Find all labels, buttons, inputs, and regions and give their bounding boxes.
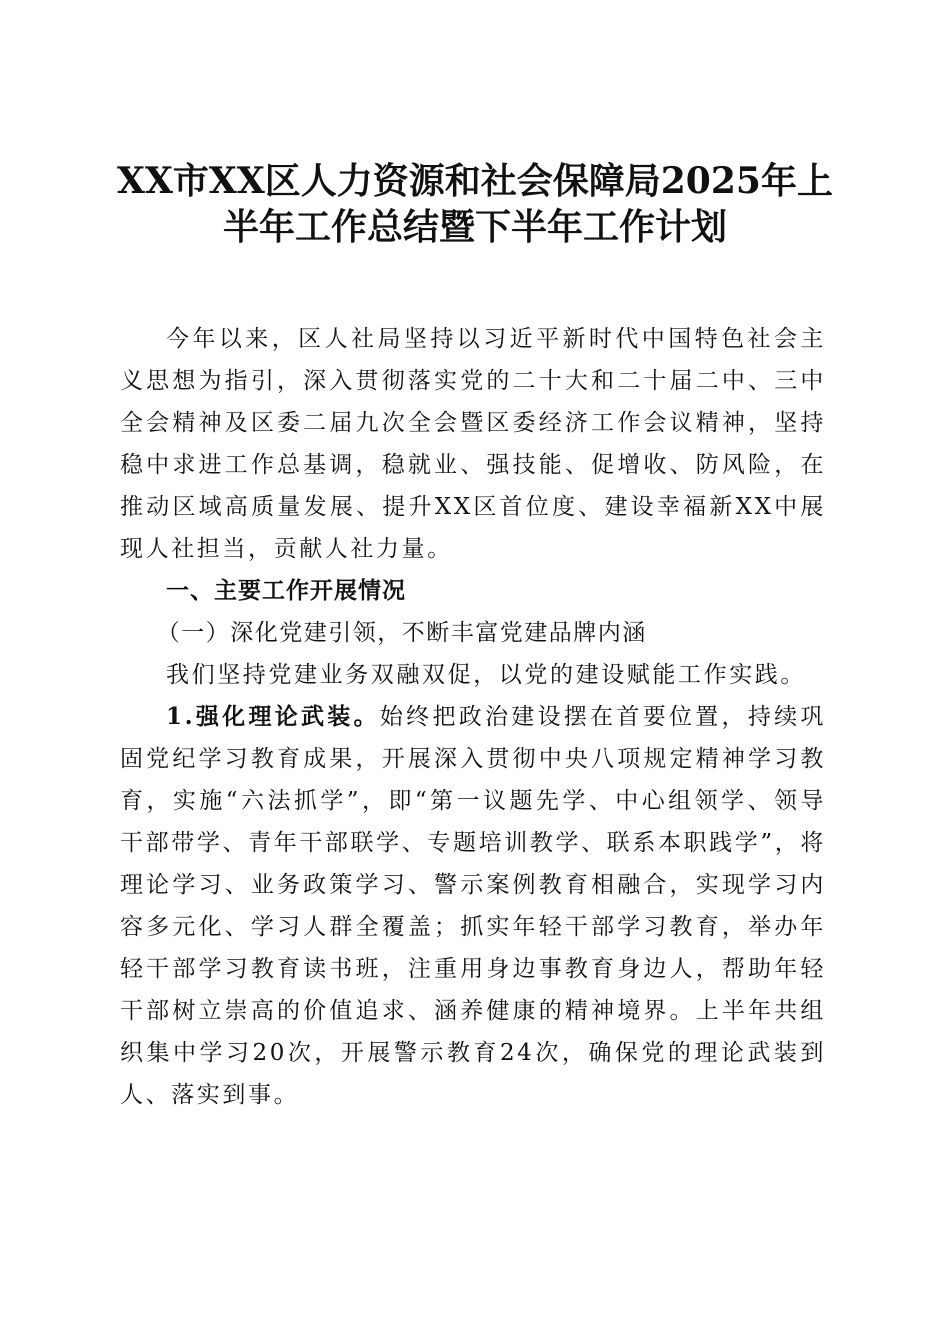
document-title xyxy=(100,158,850,250)
subsection-heading: （一）深化党建引领，不断丰富党建品牌内涵 xyxy=(156,620,647,646)
title-line-1: XX市XX区人力资源和社会保障局2025年上 xyxy=(117,160,833,202)
subsection-intro-paragraph: 我们坚持党建业务双融双促，以党的建设赋能工作实践。 xyxy=(166,662,806,688)
item-paragraph xyxy=(120,696,826,1116)
item-lead: 1.强化理论武装。 xyxy=(166,703,380,730)
intro-paragraph: 今年以来，区人社局坚持以习近平新时代中国特色社会主义思想为指引，深入贯彻落实党的二十大和二十届二中、三中全会精神及区委二届九次全会暨区委经济工作会议精神，坚持稳中求进工作总基调，稳就业、强技能、促增收、防风险，在推动区域高质量发展、提升XX区首位度、建设幸福新XX中展现人社担当，贡献人社力量。 xyxy=(120,326,826,562)
title-line-2: 半年工作总结暨下半年工作计划 xyxy=(222,206,727,248)
document-body xyxy=(120,318,826,1116)
item-body: 始终把政治建设摆在首要位置，持续巩固党纪学习教育成果，开展深入贯彻中央八项规定精神学习教育，实施“六法抓学”，即“第一议题先学、中心组领学、领导干部带学、青年干部联学、专题培训教学、联系本职践学”，将理论学习、业务政策学习、警示案例教育相融合，实现学习内容多元化、学习人群全覆盖；抓实年轻干部学习教育，举办年轻干部学习教育读书班，注重用身边事教育身边人，帮助年轻干部树立崇高的价值追求、涵养健康的精神境界。上半年共组织集中学习20次，开展警示教育24次，确保党的理论武装到人、落实到事。 xyxy=(120,704,826,1108)
section-heading: 一、主要工作开展情况 xyxy=(166,578,406,604)
